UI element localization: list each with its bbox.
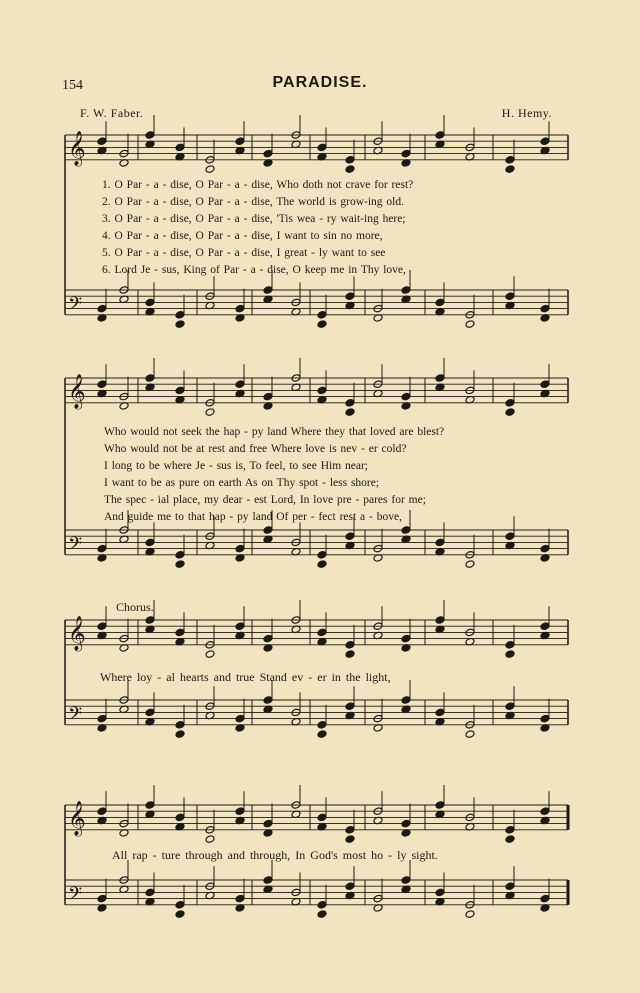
system1-verse-2: 2. O Par - a - dise, O Par - a - dise, The world is grow-ing old. (102, 196, 404, 208)
system4-bass-notehead (401, 876, 411, 885)
system2-treble-notehead (317, 386, 327, 395)
system2-bass-notehead (540, 544, 550, 553)
system4-treble-notehead (235, 807, 245, 816)
system1-verse-1: 1. O Par - a - dise, O Par - a - dise, Who doth not crave for rest? (102, 179, 414, 191)
system3-bass-notehead (317, 730, 327, 739)
system1-bass-notehead (317, 320, 327, 329)
system2-bass-notehead (317, 560, 327, 569)
system4-bass-notehead (435, 888, 445, 897)
system3-bass-notehead (465, 730, 475, 739)
system2-treble-notehead (175, 386, 185, 395)
system1-treble-notehead (317, 143, 327, 152)
system1-bass-notehead (235, 304, 245, 313)
system3-bass-notehead (175, 730, 185, 739)
system1-verse-6: 6. Lord Je - sus, King of Par - a - dise, O keep me in Thy love, (102, 264, 406, 276)
system1-treble-notehead (401, 149, 411, 158)
system1-bass-notehead (345, 292, 355, 301)
system3-bass-notehead (540, 714, 550, 723)
system1-treble-notehead (505, 165, 515, 174)
system4-treble-notehead (145, 801, 155, 810)
system1-treble-notehead (145, 131, 155, 140)
system1-treble-notehead (345, 165, 355, 174)
system4-bass-notehead (345, 882, 355, 891)
system4-bass-notehead (465, 910, 475, 919)
system2-bass-notehead (175, 551, 185, 560)
system1-bass-notehead (465, 320, 475, 329)
system2-bass-notehead (235, 544, 245, 553)
system3-treble-notehead (505, 650, 515, 659)
system2-treble-notehead (97, 380, 107, 389)
system2-bass-notehead (175, 560, 185, 569)
system3-bass-notehead (145, 708, 155, 717)
system1-treble-notehead (205, 165, 215, 174)
system3-treble-notehead (540, 622, 550, 631)
system2-treble-notehead (505, 399, 515, 408)
system1-treble-notehead (435, 131, 445, 140)
system4-treble-notehead (505, 835, 515, 844)
system1-bass-notehead (317, 311, 327, 320)
system4-bass-clef-icon: 𝄢 (68, 883, 83, 909)
system2-bass-clef-icon: 𝄢 (68, 533, 83, 559)
system2-verse-6: And guide me to that hap - py land Of per - fect rest a - bove, (104, 511, 402, 523)
system4-bass-notehead (175, 901, 185, 910)
system4-bass-notehead (145, 888, 155, 897)
system1-verse-5: 5. O Par - a - dise, O Par - a - dise, I great - ly want to see (102, 247, 386, 259)
system4-treble-notehead (345, 826, 355, 835)
system4-treble-notehead (401, 819, 411, 828)
system3-bass-notehead (97, 714, 107, 723)
system1-bass-notehead (175, 311, 185, 320)
system2-treble-clef-icon: 𝄞 (68, 373, 86, 409)
system2-treble-notehead (401, 392, 411, 401)
system3-bass-notehead (345, 702, 355, 711)
system1-bass-notehead (540, 304, 550, 313)
system3-treble-notehead (235, 622, 245, 631)
system2-verse-3: I long to be where Je - sus is, To feel, to see Him near; (104, 460, 369, 472)
system3-bass-notehead (401, 696, 411, 705)
system1-verse-4: 4. O Par - a - dise, O Par - a - dise, I want to sin no more, (102, 230, 383, 242)
system4-bass-notehead (235, 894, 245, 903)
system3-treble-notehead (317, 628, 327, 637)
system4-bass-notehead (97, 894, 107, 903)
system3-treble-notehead (175, 628, 185, 637)
system2-bass-notehead (145, 538, 155, 547)
system4-treble-notehead (175, 813, 185, 822)
system2-bass-notehead (263, 526, 273, 535)
system4-treble-clef-icon: 𝄞 (68, 800, 86, 836)
system1-treble-notehead (175, 143, 185, 152)
system3-bass-notehead (175, 721, 185, 730)
system4-treble-notehead (435, 801, 445, 810)
system1-bass-notehead (175, 320, 185, 329)
system1-treble-notehead (345, 156, 355, 165)
system4-treble-notehead (345, 835, 355, 844)
system1-treble-notehead (97, 137, 107, 146)
system1-bass-notehead (435, 298, 445, 307)
system2-treble-notehead (345, 408, 355, 417)
page-number: 154 (62, 78, 83, 93)
system4-treble-notehead (263, 819, 273, 828)
system1-bass-notehead (145, 298, 155, 307)
system3-bass-notehead (235, 714, 245, 723)
system4-treble-notehead (540, 807, 550, 816)
composer: H. Hemy. (501, 106, 552, 120)
system4-bass-notehead (175, 910, 185, 919)
lyricist: F. W. Faber. (80, 106, 144, 120)
system2-verse-1: Who would not seek the hap - py land Where they that loved are blest? (104, 426, 445, 438)
chorus-label: Chorus. (116, 600, 154, 614)
system2-treble-notehead (540, 380, 550, 389)
system3-bass-notehead (435, 708, 445, 717)
system3-treble-notehead (263, 634, 273, 643)
system3-treble-clef-icon: 𝄞 (68, 615, 86, 651)
system3-bass-notehead (317, 721, 327, 730)
system2-bass-notehead (465, 560, 475, 569)
system2-treble-notehead (145, 374, 155, 383)
system2-treble-notehead (235, 380, 245, 389)
system3-treble-notehead (145, 616, 155, 625)
system2-bass-notehead (401, 526, 411, 535)
system4-treble-notehead (97, 807, 107, 816)
system1-treble-notehead (263, 149, 273, 158)
system4-treble-notehead (317, 813, 327, 822)
system3-bass-clef-icon: 𝄢 (68, 703, 83, 729)
system3-treble-notehead (345, 650, 355, 659)
system1-verse-3: 3. O Par - a - dise, O Par - a - dise, 'Tis wea - ry wait-ing here; (102, 213, 406, 225)
system1-treble-notehead (235, 137, 245, 146)
system3-treble-notehead (435, 616, 445, 625)
system3-treble-notehead (505, 641, 515, 650)
system2-verse-2: Who would not be at rest and free Where love is nev - er cold? (104, 443, 407, 455)
system4-treble-notehead (505, 826, 515, 835)
system2-treble-notehead (505, 408, 515, 417)
system3-bass-notehead (505, 702, 515, 711)
system3-treble-notehead (345, 641, 355, 650)
system4-bass-notehead (540, 894, 550, 903)
system4-bass-notehead (317, 901, 327, 910)
system4-bass-notehead (317, 910, 327, 919)
system2-treble-notehead (263, 392, 273, 401)
system2-bass-notehead (317, 551, 327, 560)
system1-treble-notehead (540, 137, 550, 146)
system4-treble-notehead (205, 835, 215, 844)
system4-bass-notehead (505, 882, 515, 891)
system1-treble-clef-icon: 𝄞 (68, 130, 86, 166)
system2-verse-5: The spec - ial place, my dear - est Lord, In love pre - pares for me; (104, 494, 426, 506)
system4-bass-notehead (263, 876, 273, 885)
system2-bass-notehead (97, 544, 107, 553)
system2-treble-notehead (435, 374, 445, 383)
system3-treble-notehead (97, 622, 107, 631)
system3-treble-notehead (205, 650, 215, 659)
system1-bass-notehead (505, 292, 515, 301)
hymn-title: PARADISE. (272, 74, 368, 91)
final-lyric: All rap - ture through and through, In God's most ho - ly sight. (112, 848, 438, 862)
system1-bass-notehead (97, 304, 107, 313)
system2-treble-notehead (345, 399, 355, 408)
system2-bass-notehead (505, 532, 515, 541)
system2-bass-notehead (435, 538, 445, 547)
system3-bass-notehead (263, 696, 273, 705)
system1-bass-clef-icon: 𝄢 (68, 293, 83, 319)
system3-treble-notehead (401, 634, 411, 643)
system2-bass-notehead (345, 532, 355, 541)
system1-bass-notehead (263, 286, 273, 295)
chorus-lyric: Where loy - al hearts and true Stand ev - er in the light, (100, 670, 391, 684)
system1-bass-notehead (401, 286, 411, 295)
system2-treble-notehead (205, 408, 215, 417)
system2-verse-4: I want to be as pure on earth As on Thy spot - less shore; (104, 477, 380, 489)
system1-treble-notehead (505, 156, 515, 165)
